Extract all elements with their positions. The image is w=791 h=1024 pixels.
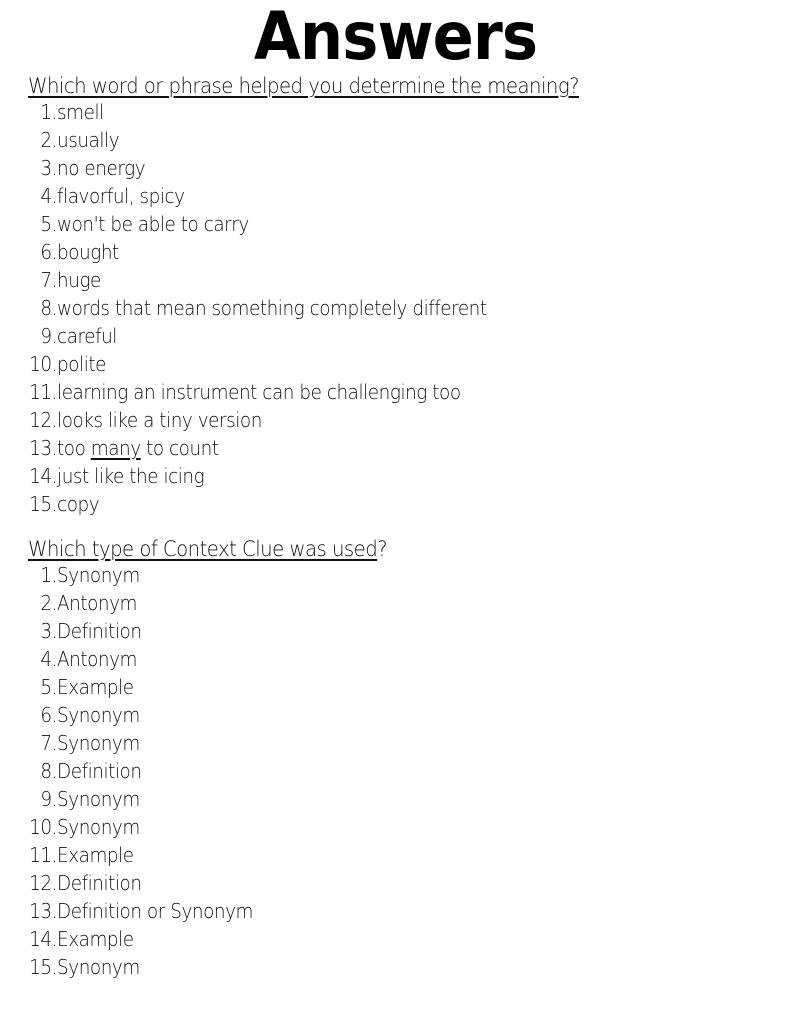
item-text: huge <box>57 268 101 292</box>
list-item <box>0 925 644 953</box>
item-text <box>57 434 219 462</box>
item-number: 7. <box>40 731 58 755</box>
list-item <box>0 294 644 322</box>
list-item <box>0 841 644 869</box>
item-number: 10. <box>29 815 58 839</box>
item-text: Antonym <box>57 591 138 615</box>
list-item <box>0 210 644 238</box>
item-number: 15. <box>29 955 58 979</box>
item-text: Synonym <box>57 703 140 727</box>
list-item <box>0 154 644 182</box>
item-text-post: to count <box>140 436 219 460</box>
item-number: 1. <box>40 563 58 587</box>
item-text: Example <box>57 675 134 699</box>
list-item <box>0 462 644 490</box>
item-number: 11. <box>29 843 58 867</box>
item-text: flavorful, spicy <box>57 184 185 208</box>
item-number: 15. <box>29 492 58 516</box>
item-text: Antonym <box>57 647 138 671</box>
item-text: usually <box>57 128 120 152</box>
item-text: Example <box>57 843 134 867</box>
section-2-list <box>0 561 700 981</box>
item-text: words that mean something completely different <box>57 296 487 320</box>
list-item <box>0 645 644 673</box>
item-text: careful <box>57 324 117 348</box>
item-number: 11. <box>29 380 58 404</box>
list-item <box>0 729 644 757</box>
item-number: 13. <box>29 899 58 923</box>
item-text: smell <box>57 100 104 124</box>
item-text: Synonym <box>57 815 140 839</box>
list-item <box>0 406 644 434</box>
list-item <box>0 673 644 701</box>
item-text: Definition <box>57 871 142 895</box>
item-text: won't be able to carry <box>57 212 249 236</box>
item-number: 1. <box>40 100 58 124</box>
item-number: 4. <box>40 647 58 671</box>
item-number: 9. <box>40 324 58 348</box>
list-item <box>0 897 644 925</box>
list-item <box>0 869 644 897</box>
item-number: 4. <box>40 184 58 208</box>
section-1-heading-text: Which word or phrase helped you determine the meaning? <box>28 74 580 98</box>
list-item <box>0 378 644 406</box>
item-number: 2. <box>40 128 58 152</box>
list-item <box>0 434 644 462</box>
list-item <box>0 757 644 785</box>
item-text: Synonym <box>57 787 140 811</box>
item-text: polite <box>57 352 106 376</box>
section-2-heading-text: Which type of Context Clue was used <box>28 537 378 561</box>
page-title: Answers <box>253 0 538 75</box>
item-text: Synonym <box>57 563 140 587</box>
item-text: no energy <box>57 156 146 180</box>
item-number: 6. <box>40 240 58 264</box>
section-2-heading-tail: ? <box>377 537 388 561</box>
list-item <box>0 813 644 841</box>
item-text: Synonym <box>57 955 140 979</box>
item-number: 3. <box>40 156 58 180</box>
item-number: 10. <box>29 352 58 376</box>
list-item <box>0 350 644 378</box>
list-item <box>0 238 644 266</box>
item-number: 14. <box>29 927 58 951</box>
item-text: Definition <box>57 759 142 783</box>
item-number: 5. <box>40 675 58 699</box>
list-item <box>0 953 644 981</box>
item-number: 12. <box>29 871 58 895</box>
list-item <box>0 266 644 294</box>
item-number: 7. <box>40 268 58 292</box>
item-text: bought <box>57 240 119 264</box>
item-text: just like the icing <box>57 464 205 488</box>
item-text: Definition or Synonym <box>57 899 253 923</box>
item-number: 5. <box>40 212 58 236</box>
item-text: Definition <box>57 619 142 643</box>
item-text-underlined: many <box>90 436 141 460</box>
item-number: 8. <box>40 759 58 783</box>
item-text: copy <box>57 492 100 516</box>
list-item <box>0 561 644 589</box>
item-text: Example <box>57 927 134 951</box>
item-text: learning an instrument can be challenging too <box>57 380 461 404</box>
section-1-list <box>0 98 700 518</box>
list-item <box>0 490 644 518</box>
item-number: 3. <box>40 619 58 643</box>
item-text-pre: too <box>57 436 91 460</box>
item-number: 2. <box>40 591 58 615</box>
list-item <box>0 98 644 126</box>
item-number: 6. <box>40 703 58 727</box>
list-item <box>0 785 644 813</box>
item-number: 9. <box>40 787 58 811</box>
section-1-heading <box>28 73 579 99</box>
list-item <box>0 701 644 729</box>
item-text: looks like a tiny version <box>57 408 262 432</box>
list-item <box>0 182 644 210</box>
item-number: 13. <box>29 436 58 460</box>
item-number: 8. <box>40 296 58 320</box>
list-item <box>0 126 644 154</box>
list-item <box>0 617 644 645</box>
list-item <box>0 589 644 617</box>
list-item <box>0 322 644 350</box>
item-text: Synonym <box>57 731 140 755</box>
section-2-heading <box>28 536 387 562</box>
item-number: 12. <box>29 408 58 432</box>
item-number: 14. <box>29 464 58 488</box>
